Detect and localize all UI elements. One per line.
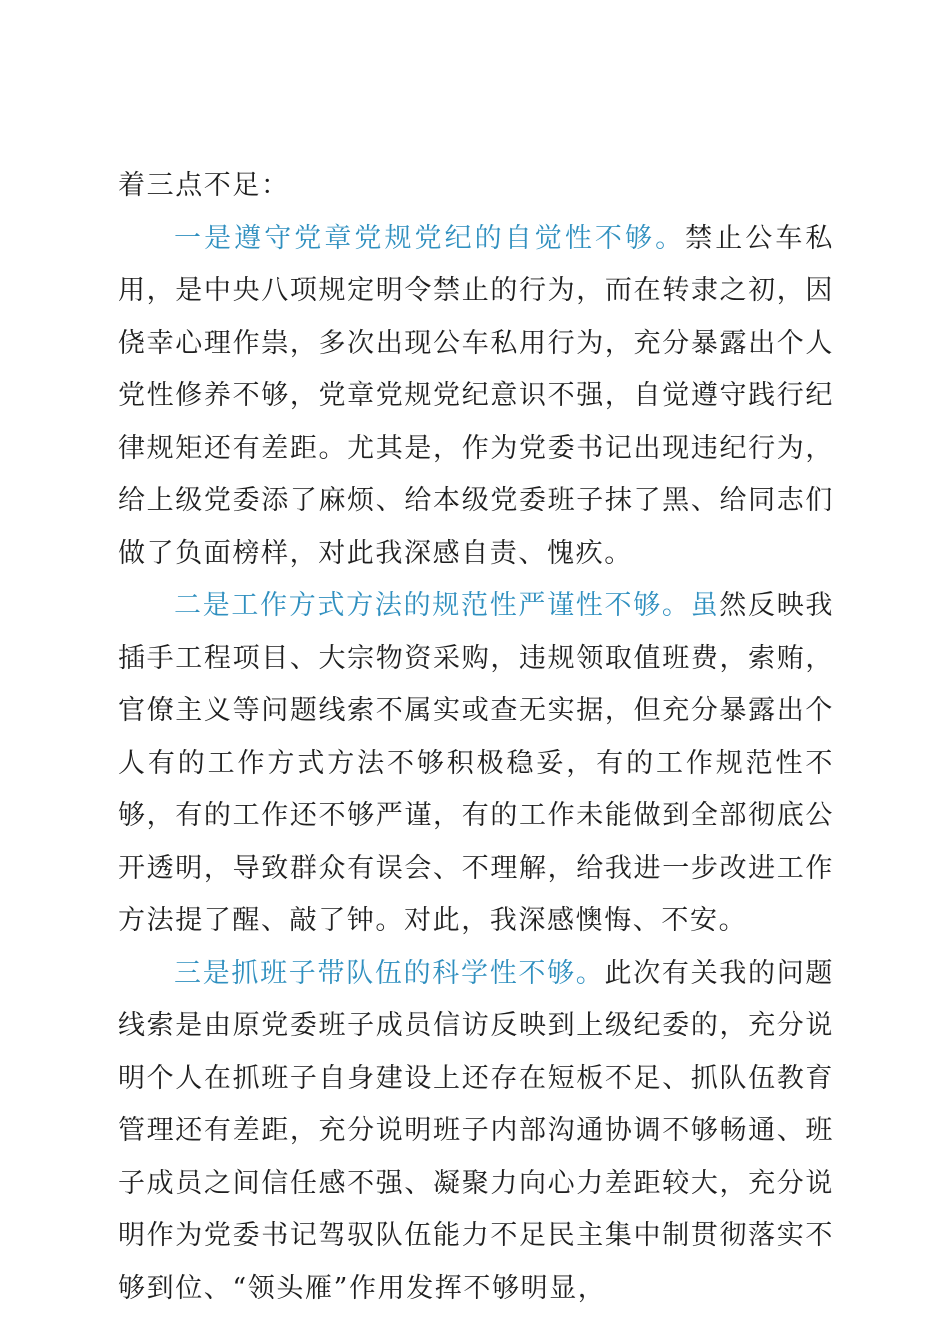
document-body	[118, 160, 834, 1315]
section-three	[118, 948, 834, 1316]
section-three-heading: 三是抓班子带队伍的科学性不够。	[174, 957, 605, 989]
section-one-heading: 一是遵守党章党规党纪的自觉性不够。	[174, 222, 686, 254]
section-three-body: 此次有关我的问题线索是由原党委班子成员信访反映到上级纪委的，充分说明个人在抓班子自身建设上还存在短板不足、抓队伍教育管理还有差距，充分说明班子内部沟通协调不够畅通、班子成员之间信任感不强、凝聚力向心力差距较大，充分说明作为党委书记驾驭队伍能力不足民主集中制贯彻落实不够到位、“领头雁”作用发挥不够明显，	[118, 957, 834, 1304]
section-one-body: 禁止公车私用，是中央八项规定明令禁止的行为，而在转隶之初，因侥幸心理作祟，多次出现公车私用行为，充分暴露出个人党性修养不够，党章党规党纪意识不强，自觉遵守践行纪律规矩还有差距。尤其是，作为党委书记出现违纪行为，给上级党委添了麻烦、给本级党委班子抹了黑、给同志们做了负面榜样，对此我深感自责、愧疚。	[118, 222, 835, 569]
section-two	[118, 580, 834, 948]
section-two-body: 然反映我插手工程项目、大宗物资采购，违规领取值班费，索贿，官僚主义等问题线索不属实或查无实据，但充分暴露出个人有的工作方式方法不够积极稳妥，有的工作规范性不够，有的工作还不够严谨，有的工作未能做到全部彻底公开透明，导致群众有误会、不理解，给我进一步改进工作方法提了醒、敲了钟。对此，我深感懊悔、不安。	[118, 590, 834, 936]
section-one	[118, 213, 834, 581]
section-two-heading: 二是工作方式方法的规范性严谨性不够。虽	[174, 590, 720, 621]
intro-line: 着三点不足：	[118, 170, 290, 201]
